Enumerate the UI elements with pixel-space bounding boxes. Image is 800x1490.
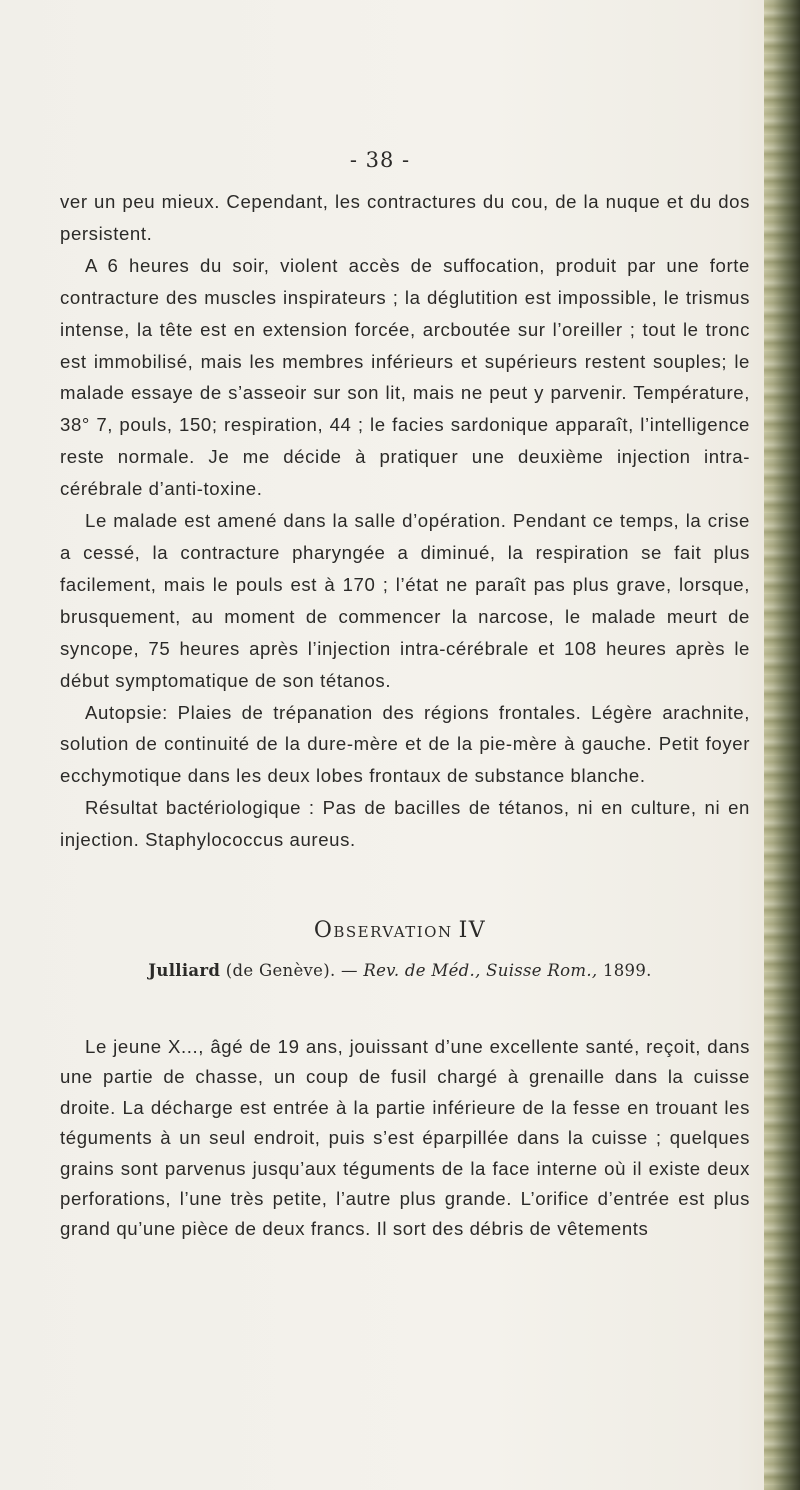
paragraph-continuation: ver un peu mieux. Cependant, les contractures du cou, de la nuque et du dos persistent. bbox=[60, 191, 750, 244]
page-number: - 38 - bbox=[349, 148, 411, 172]
citation-year: 1899. bbox=[602, 961, 652, 980]
paragraph-operation: Le malade est amené dans la salle d’opération. Pendant ce temps, la crise a cessé, la contracture pharyngée a diminué, la respiration se fait plus facilement, mais le pouls est à 170 ; l’état ne paraît pas plus grave, lorsque, brusquement, au moment de commencer la narcose, le malade meurt de syncope, 75 heures après l’injection intra-cérébrale et 108 heures après le début symptomatique de son tétanos. bbox=[60, 510, 750, 691]
page-edge-shadow bbox=[764, 0, 800, 1490]
citation-author: Julliard bbox=[148, 961, 221, 980]
observation-text bbox=[60, 1032, 750, 1245]
paragraph-autopsy: Autopsie: Plaies de trépanation des régions frontales. Légère arachnite, solution de continuité de la dure-mère et de la pie-mère à gauche. Petit foyer ecchymotique dans les deux lobes frontaux de substance blanche. bbox=[60, 701, 750, 787]
citation-place: (de Genève). — bbox=[225, 961, 358, 980]
observation-number: IV bbox=[458, 918, 487, 943]
paragraph-case-description: Le jeune X..., âgé de 19 ans, jouissant d’une excellente santé, reçoit, dans une partie de chasse, un coup de fusil chargé à grenaille dans la cuisse droite. La décharge est entrée à la partie inférieure de la fesse en trouant les téguments à un seul endroit, puis s’est éparpillée dans la cuisse ; quelques grains sont parvenus jusqu’aux téguments de la face interne où il existe deux perforations, l’une très petite, l’autre plus grande. L’orifice d’entrée est plus grand qu’une pièce de deux francs. Il sort des débris de vêtements bbox=[60, 1036, 750, 1240]
citation-journal: Rev. de Méd., Suisse Rom., bbox=[363, 961, 598, 980]
observation-title-word: Observation bbox=[313, 918, 453, 943]
case-text-continued bbox=[60, 186, 750, 856]
paragraph-bacteriology: Résultat bactériologique : Pas de bacilles de tétanos, ni en culture, ni en injection. Staphylococcus aureus. bbox=[60, 797, 750, 851]
observation-citation bbox=[0, 961, 800, 980]
paragraph-suffocation: A 6 heures du soir, violent accès de suffocation, produit par une forte contracture des muscles inspirateurs ; la déglutition est impossible, le trismus intense, la tête est en extension forcée, arcboutée sur l’oreiller ; tout le tronc est immobilisé, mais les membres inférieurs et supérieurs restent souples; le malade essaye de s’asseoir sur son lit, mais ne peut y parvenir. Température, 38° 7, pouls, 150; respiration, 44 ; le facies sardonique apparaît, l’intelligence reste normale. Je me décide à pratiquer une deuxième injection intra-cérébrale d’anti-toxine. bbox=[60, 254, 750, 500]
observation-heading bbox=[0, 918, 800, 943]
